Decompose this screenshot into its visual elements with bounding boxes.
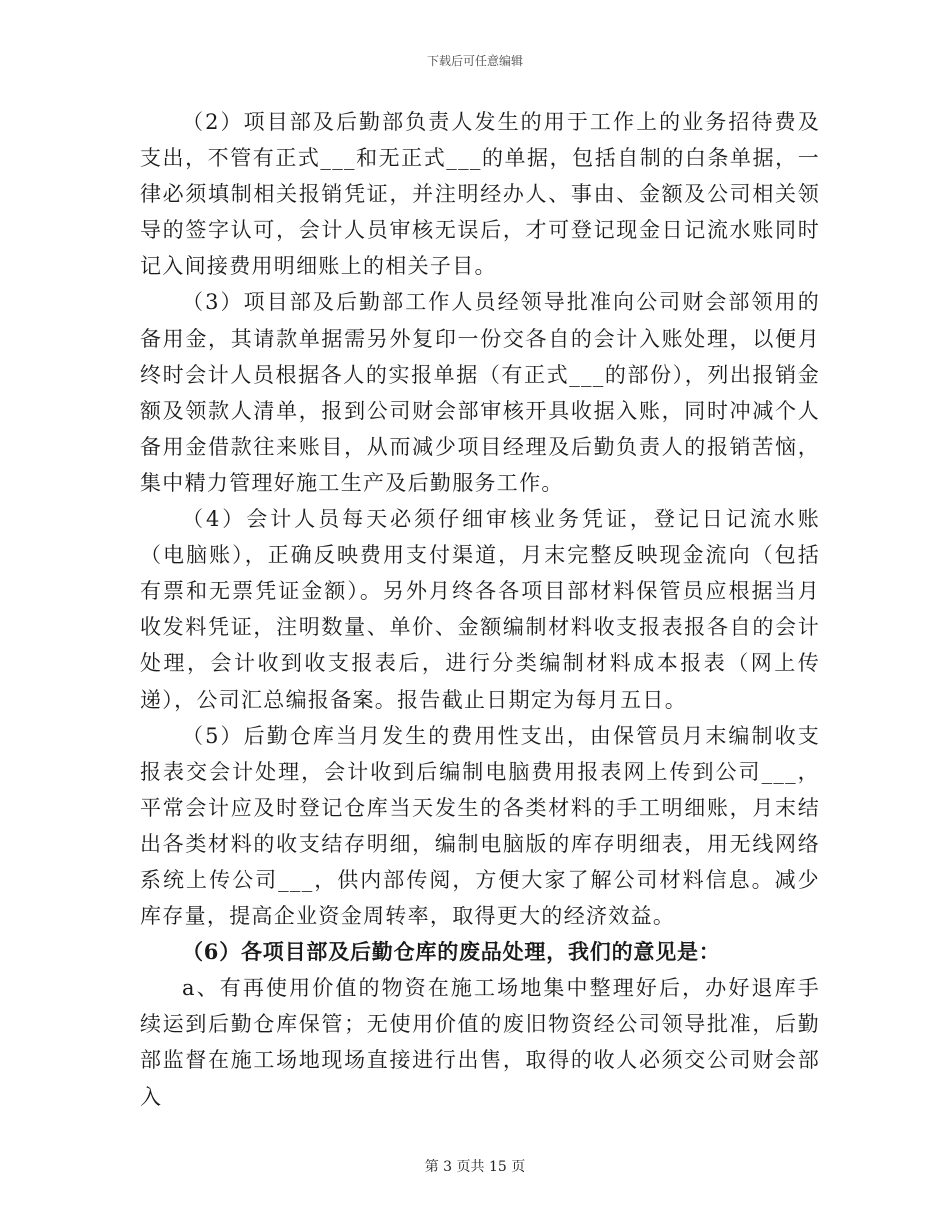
- page-header: 下载后可任意编辑: [426, 54, 523, 68]
- paragraph-3: （3）项目部及后勤部工作人员经领导批准向公司财会部领用的备用金，其请款单据需另外复印一份交各自的会计入账处理，以便月终时会计人员根据各人的实报单据（有正式___的部份），列出报销金额及领款人清单，报到公司财会部审核开具收据入账，同时冲减个人备用金借款往来账目，从而减少项目经理及后勤负责人的报销苦恼，集中精力管理好施工生产及后勤服务工作。: [140, 290, 820, 495]
- paragraph-2: （2）项目部及后勤部负责人发生的用于工作上的业务招待费及支出，不管有正式___和无正式___的单据，包括自制的白条单据，一律必须填制相关报销凭证，并注明经办人、事由、金额及公司相关领导的签字认可，会计人员审核无误后，才可登记现金日记流水账同时记入间接费用明细账上的相关子目。: [140, 110, 820, 279]
- paragraph-6a: a、有再使用价值的物资在施工场地集中整理好后，办好退库手续运到后勤仓库保管；无使用价值的废旧物资经公司领导批准，后勤部监督在施工场地现场直接进行出售，取得的收人必须交公司财会部入: [140, 976, 820, 1109]
- page-footer: 第 3 页共 15 页: [424, 1159, 526, 1175]
- paragraph-5: （5）后勤仓库当月发生的费用性支出，由保管员月末编制收支报表交会计处理，会计收到后编制电脑费用报表网上传到公司___，平常会计应及时登记仓库当天发生的各类材料的手工明细账，月末结出各类材料的收支结存明细，编制电脑版的库存明细表，用无线网络系统上传公司___，供内部传阅，方便大家了解公司材料信息。减少库存量，提高企业资金周转率，取得更大的经济效益。: [140, 723, 820, 929]
- paragraph-6-heading: （6）各项目部及后勤仓库的废品处理，我们的意见是：: [182, 939, 721, 965]
- document-body: [140, 104, 820, 1115]
- paragraph-4: （4）会计人员每天必须仔细审核业务凭证，登记日记流水账（电脑账），正确反映费用支付渠道，月末完整反映现金流向（包括有票和无票凭证金额）。另外月终各各项目部材料保管员应根据当月收发料凭证，注明数量、单价、金额编制材料收支报表报各自的会计处理，会计收到收支报表后，进行分类编制材料成本报表（网上传递），公司汇总编报备案。报告截止日期定为每月五日。: [140, 507, 820, 712]
